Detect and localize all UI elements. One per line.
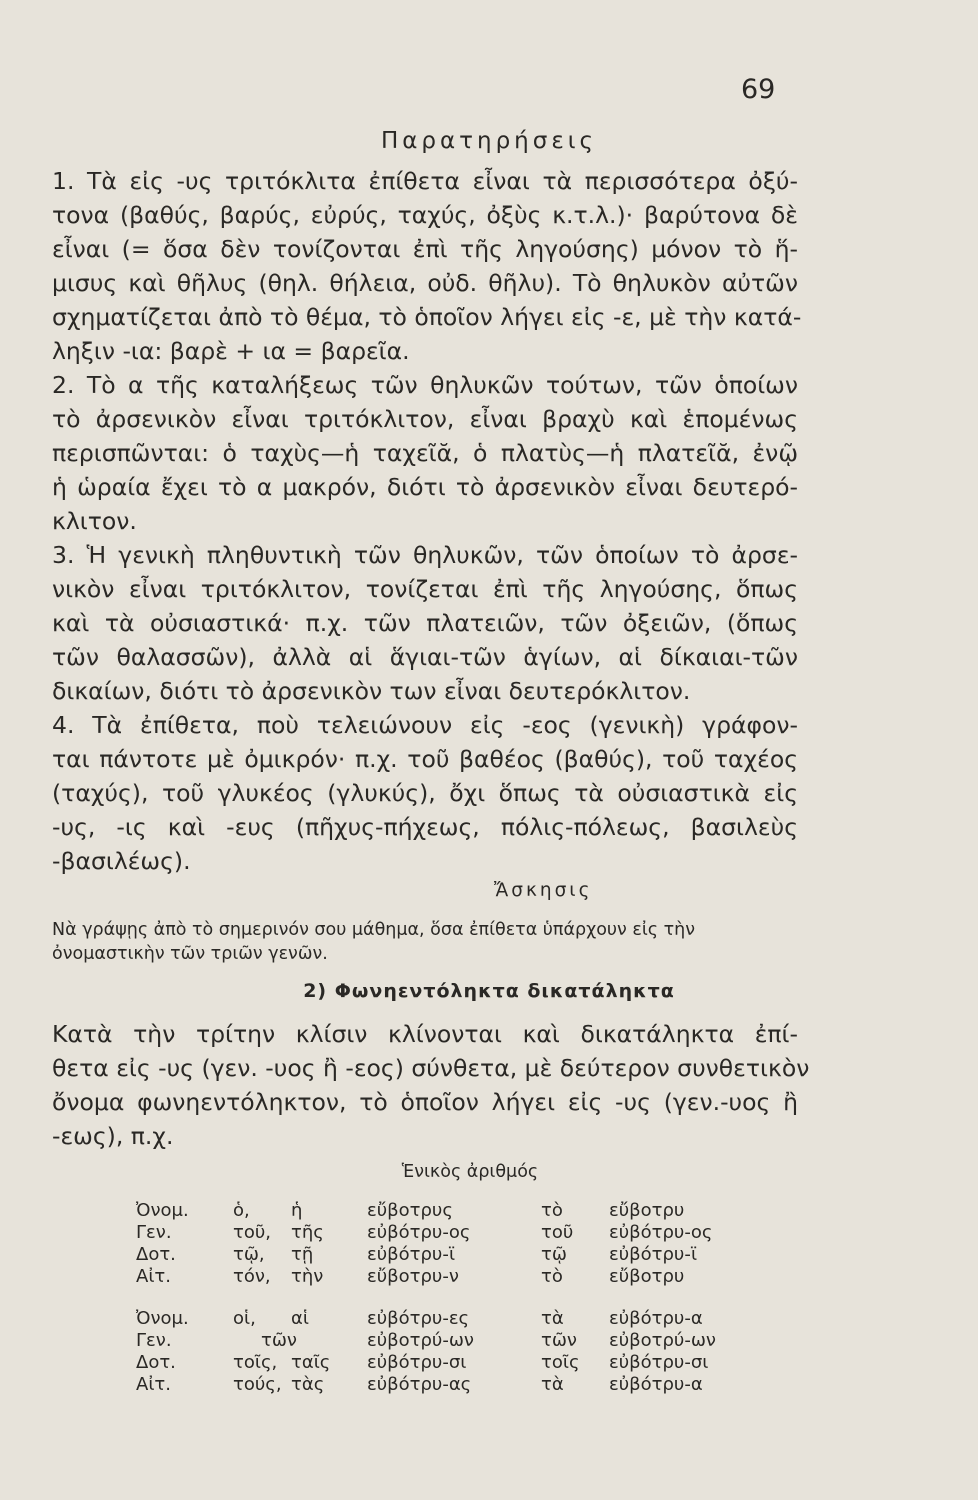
paragraph-line: 4. Τὰ ἐπίθετα, ποὺ τελειώνουν εἰς -εος (γενικὴ) γράφον-: [52, 711, 798, 739]
article-masc: οἱ,: [233, 1308, 256, 1329]
table-title: Ἑνικὸς ἀριθμός: [401, 1162, 539, 1182]
case-label: Δοτ.: [136, 1244, 176, 1265]
article-common: τῶν: [261, 1330, 297, 1351]
section-title: 2) Φωνηεντόληκτα δικατάληκτα: [303, 980, 675, 1002]
article-fem: τὰς: [291, 1374, 325, 1395]
paragraph-line: 3. Ἡ γενικὴ πληθυντικὴ τῶν θηλυκῶν, τῶν ὁποίων τὸ ἀρσε-: [52, 541, 798, 569]
paragraph-line: ληξιν -ια: βαρὲ + ια = βαρεῖα.: [52, 337, 410, 365]
section-line: θετα εἰς -υς (γεν. -υος ἢ -εος) σύνθετα, μὲ δεύτερον συνθετικὸν: [52, 1054, 810, 1082]
paragraph-line: 2. Τὸ α τῆς καταλήξεως τῶν θηλυκῶν τούτων, τῶν ὁποίων: [52, 371, 798, 399]
article-masc: ὁ,: [233, 1200, 250, 1221]
section-line: -εως), π.χ.: [52, 1122, 174, 1150]
paragraph-line: ἡ ὡραία ἔχει τὸ α μακρόν, διότι τὸ ἀρσενικὸν εἶναι δευτερό-: [52, 473, 798, 501]
form-neut: εὐβότρυ-σι: [609, 1352, 709, 1373]
paragraph-line: δικαίων, διότι τὸ ἀρσενικὸν των εἶναι δευτερόκλιτον.: [52, 677, 691, 705]
form-neut: εὐβότρυ-α: [609, 1308, 703, 1329]
paragraph-line: κλιτον.: [52, 507, 137, 535]
article-neut: τῶν: [541, 1330, 577, 1351]
section-line: ὄνομα φωνηεντόληκτον, τὸ ὁποῖον λήγει εἰς -υς (γεν.-υος ἢ: [52, 1088, 798, 1116]
paragraph-line: σχηματίζεται ἀπὸ τὸ θέμα, τὸ ὁποῖον λήγει εἰς -ε, μὲ τὴν κατά-: [52, 303, 802, 331]
paragraph-line: νικὸν εἶναι τριτόκλιτον, τονίζεται ἐπὶ τῆς ληγούσης, ὅπως: [52, 575, 798, 603]
form-mf: εὐβότρυ-ας: [367, 1374, 472, 1395]
form-mf: εὔβοτρυ-ν: [367, 1266, 459, 1287]
case-label: Ὀνομ.: [136, 1308, 189, 1329]
form-neut: εὔβοτρυ: [609, 1200, 685, 1221]
paragraph-line: ται πάντοτε μὲ ὀμικρόν· π.χ. τοῦ βαθέος (βαθύς), τοῦ ταχέος: [52, 745, 798, 773]
article-neut: τὰ: [541, 1308, 564, 1329]
paragraph-line: μισυς καὶ θῆλυς (θηλ. θήλεια, οὐδ. θῆλυ). Τὸ θηλυκὸν αὐτῶν: [52, 269, 798, 297]
form-mf: εὐβότρυ-ες: [367, 1308, 470, 1329]
case-label: Ὀνομ.: [136, 1200, 189, 1221]
article-neut: τοῦ: [541, 1222, 574, 1243]
article-fem: τῇ: [291, 1244, 314, 1265]
heading-observations: Παρατηρήσεις: [380, 128, 598, 154]
form-mf: εὐβότρυ-ϊ: [367, 1244, 455, 1265]
paragraph-line: -υς, -ις καὶ -ευς (πῆχυς-πήχεως, πόλις-πόλεως, βασιλεὺς: [52, 813, 798, 841]
form-mf: εὐβοτρύ-ων: [367, 1330, 474, 1351]
case-label: Γεν.: [136, 1330, 172, 1351]
article-fem: τὴν: [291, 1266, 324, 1287]
article-fem: αἱ: [291, 1308, 309, 1329]
article-masc: τόν,: [233, 1266, 271, 1287]
exercise-title: Ἄσκησις: [494, 880, 593, 901]
paragraph-line: τὸ ἀρσενικὸν εἶναι τριτόκλιτον, εἶναι βραχὺ καὶ ἑπομένως: [52, 405, 798, 433]
article-masc: τῷ,: [233, 1244, 265, 1265]
page-number: 69: [741, 74, 776, 105]
form-neut: εὔβοτρυ: [609, 1266, 685, 1287]
article-masc: τοῦ,: [233, 1222, 271, 1243]
paragraph-line: 1. Τὰ εἰς -υς τριτόκλιτα ἐπίθετα εἶναι τὰ περισσότερα ὀξύ-: [52, 167, 798, 195]
article-neut: τοῖς: [541, 1352, 580, 1373]
case-label: Γεν.: [136, 1222, 172, 1243]
paragraph-line: (ταχύς), τοῦ γλυκέος (γλυκύς), ὄχι ὅπως τὰ οὐσιαστικὰ εἰς: [52, 779, 798, 807]
form-mf: εὐβότρυ-ος: [367, 1222, 471, 1243]
article-neut: τὸ: [541, 1200, 563, 1221]
form-mf: εὐβότρυ-σι: [367, 1352, 467, 1373]
case-label: Αἰτ.: [136, 1266, 171, 1287]
paragraph-line: -βασιλέως).: [52, 847, 191, 875]
paragraph-line: εἶναι (= ὅσα δὲν τονίζονται ἐπὶ τῆς ληγούσης) μόνον τὸ ἥ-: [52, 235, 798, 263]
section-line: Κατὰ τὴν τρίτην κλίσιν κλίνονται καὶ δικατάληκτα ἐπί-: [52, 1020, 798, 1048]
exercise-line: Νὰ γράψῃς ἀπὸ τὸ σημερινόν σου μάθημα, ὅσα ἐπίθετα ὑπάρχουν εἰς τὴν: [52, 920, 695, 940]
article-fem: τῆς: [291, 1222, 324, 1243]
case-label: Δοτ.: [136, 1352, 176, 1373]
article-masc: τούς,: [233, 1374, 282, 1395]
case-label: Αἰτ.: [136, 1374, 171, 1395]
form-neut: εὐβότρυ-α: [609, 1374, 703, 1395]
paragraph-line: τονα (βαθύς, βαρύς, εὐρύς, ταχύς, ὀξὺς κ.τ.λ.)· βαρύτονα δὲ: [52, 201, 798, 229]
form-neut: εὐβότρυ-ϊ: [609, 1244, 697, 1265]
form-neut: εὐβότρυ-ος: [609, 1222, 713, 1243]
paragraph-line: περισπῶνται: ὁ ταχὺς—ἡ ταχεῖᾰ, ὁ πλατὺς—ἡ πλατεῖᾰ, ἐνῷ: [52, 439, 798, 467]
article-neut: τὰ: [541, 1374, 564, 1395]
article-neut: τὸ: [541, 1266, 563, 1287]
article-fem: ταῖς: [291, 1352, 331, 1373]
paragraph-line: καὶ τὰ οὐσιαστικά· π.χ. τῶν πλατειῶν, τῶν ὀξειῶν, (ὅπως: [52, 609, 798, 637]
article-neut: τῷ: [541, 1244, 567, 1265]
article-masc: τοῖς,: [233, 1352, 278, 1373]
article-fem: ἡ: [291, 1200, 303, 1221]
paragraph-line: τῶν θαλασσῶν), ἀλλὰ αἱ ἅγιαι-τῶν ἁγίων, αἱ δίκαιαι-τῶν: [52, 643, 798, 671]
form-neut: εὐβοτρύ-ων: [609, 1330, 716, 1351]
form-mf: εὔβοτρυς: [367, 1200, 453, 1221]
exercise-line: ὀνομαστικὴν τῶν τριῶν γενῶν.: [52, 944, 328, 964]
